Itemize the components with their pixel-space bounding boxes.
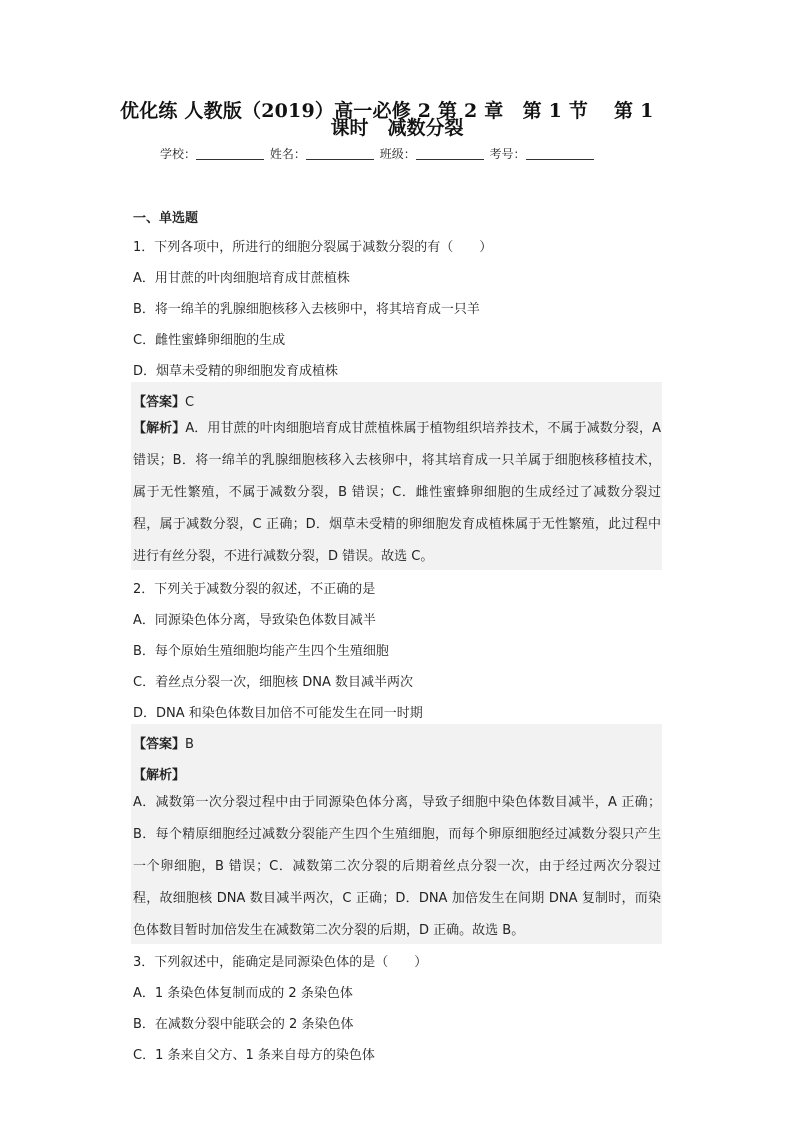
question-1-stem: 1．下列各项中，所进行的细胞分裂属于减数分裂的有（ ） (133, 240, 493, 255)
question-2-option-a: A．同源染色体分离，导致染色体数目减半 (133, 613, 376, 628)
explanation-label: 【解析】 (133, 421, 186, 436)
question-3-option-c: C．1 条来自父方、1 条来自母方的染色体 (133, 1048, 375, 1063)
document-title-line-2: 课时 减数分裂 (330, 117, 464, 139)
name-label: 姓名： (269, 147, 306, 161)
answer-value: C (185, 395, 195, 410)
class-blank[interactable] (416, 147, 484, 160)
class-label: 班级： (379, 147, 416, 161)
document-title-line-1: 优化练 人教版（2019）高一必修 2 第 2 章 第 1 节 第 1 (120, 100, 654, 122)
section-heading: 一、单选题 (133, 211, 199, 226)
question-2-stem: 2．下列关于减数分裂的叙述，不正确的是 (133, 582, 376, 597)
answer-label: 【答案】 (133, 395, 186, 410)
question-3-option-a: A．1 条染色体复制而成的 2 条染色体 (133, 986, 353, 1001)
question-2-option-c: C．着丝点分裂一次，细胞核 DNA 数目减半两次 (133, 675, 413, 690)
exam-no-blank[interactable] (526, 147, 594, 160)
question-1-option-a: A．用甘蔗的叶肉细胞培育成甘蔗植株 (133, 271, 350, 286)
question-3-option-b: B．在减数分裂中能联会的 2 条染色体 (133, 1017, 354, 1032)
question-1-option-b: B．将一绵羊的乳腺细胞核移入去核卵中，将其培育成一只羊 (133, 302, 480, 317)
school-blank[interactable] (196, 147, 264, 160)
explanation-text: A．用甘蔗的叶肉细胞培育成甘蔗植株属于植物组织培养技术，不属于减数分裂，A 错误；B．将一绵羊的乳腺细胞核移入去核卵中，将其培育成一只羊属于细胞核移植技术，属于无性繁殖，不属于减数分裂，B 错误；C．雌性蜜蜂卵细胞的生成经过了减数分裂过程，属于减数分裂，C 正确；D．烟草未受精的卵细胞发育成植株属于无性繁殖，此过程中进行有丝分裂，不进行减数分裂，D 错误。故选 C。 (133, 421, 661, 564)
question-1-option-c: C．雌性蜜蜂卵细胞的生成 (133, 333, 286, 348)
explanation-label: 【解析】 (133, 768, 186, 783)
question-2-explanation: A．减数第一次分裂过程中由于同源染色体分离，导致子细胞中染色体数目减半，A 正确；B．每个精原细胞经过减数分裂能产生四个生殖细胞，而每个卵原细胞经过减数分裂只产生一个卵细胞，B 错误；C．减数第二次分裂的后期着丝点分裂一次，由于经过两次分裂过程，故细胞核 DNA 数目减半两次，C 正确；D．DNA 加倍发生在间期 DNA 复制时，而染色体数目暂时加倍发生在减数第二次分裂的后期，D 正确。故选 B。 (133, 795, 661, 938)
school-label: 学校： (160, 147, 197, 161)
question-2-explanation-label (133, 764, 185, 783)
answer-value: B (185, 737, 194, 752)
question-2-answer (133, 733, 194, 752)
question-1-explanation (133, 413, 661, 573)
question-3-stem: 3．下列叙述中，能确定是同源染色体的是（ ） (133, 955, 428, 970)
name-blank[interactable] (306, 147, 374, 160)
answer-label: 【答案】 (133, 737, 186, 752)
exam-no-label: 考号： (489, 147, 526, 161)
question-2-option-d: D．DNA 和染色体数目加倍不可能发生在同一时期 (133, 706, 423, 721)
question-1-answer (133, 391, 194, 410)
question-1-option-d: D．烟草未受精的卵细胞发育成植株 (133, 364, 339, 379)
question-2-option-b: B．每个原始生殖细胞均能产生四个生殖细胞 (133, 644, 389, 659)
student-info-row (160, 145, 596, 162)
